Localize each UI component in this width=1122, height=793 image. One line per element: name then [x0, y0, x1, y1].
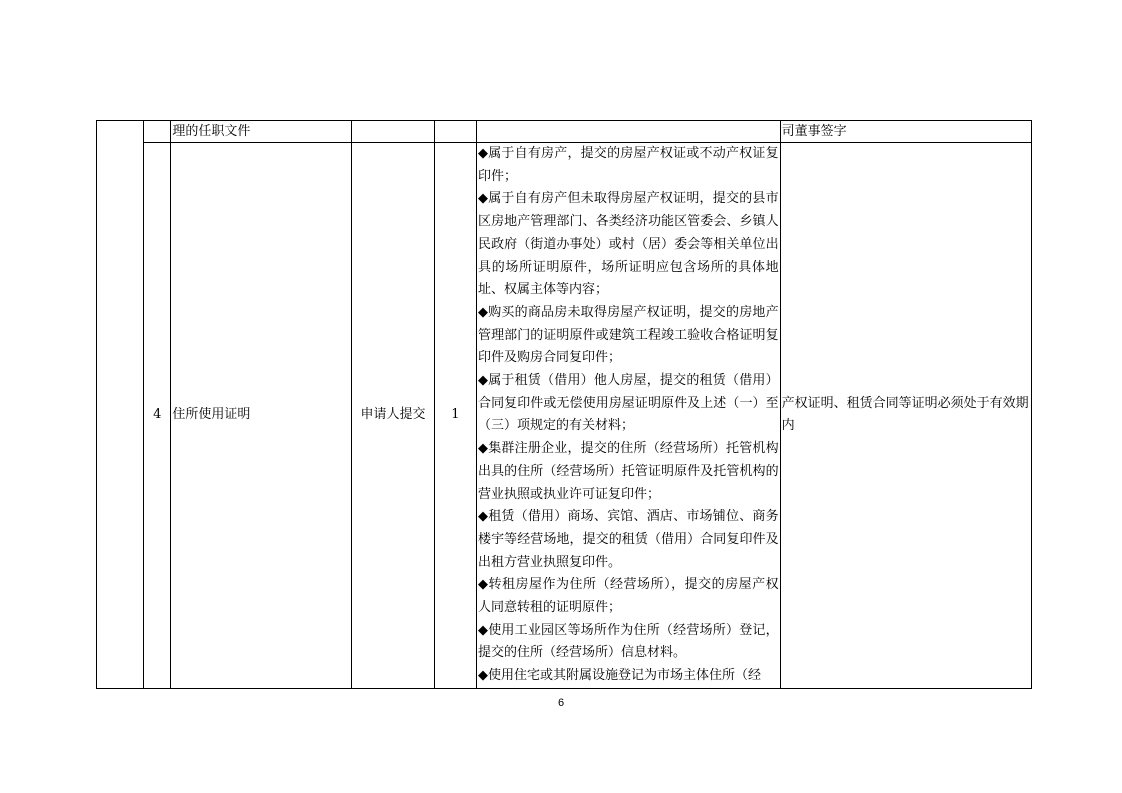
number-cell — [144, 121, 171, 143]
source-cell — [352, 121, 434, 143]
note-text: 产权证明、租赁合同等证明必须处于有效期内 — [781, 396, 1029, 434]
requirement-item: ◆使用工业园区等场所作为住所（经营场所）登记，提交的住所（经营场所）信息材料。 — [478, 622, 779, 661]
quantity-cell — [434, 121, 476, 143]
page-number: 6 — [557, 697, 565, 709]
requirement-cell — [477, 143, 781, 689]
requirement-cell — [477, 121, 781, 143]
note-cell — [780, 143, 1031, 689]
blank-cell — [97, 121, 144, 689]
quantity-cell: 1 — [434, 143, 476, 689]
requirement-item: ◆购买的商品房未取得房屋产权证明，提交的房地产管理部门的证明原件或建筑工程竣工验收合格证明复印件及购房合同复印件； — [478, 304, 779, 366]
requirement-item: ◆使用住宅或其附属设施登记为市场主体住所（经 — [478, 668, 761, 684]
requirement-item: ◆属于租赁（借用）他人房屋，提交的租赁（借用）合同复印件或无偿使用房屋证明原件及上述（一）至（三）项规定的有关材料； — [478, 373, 779, 434]
table-row — [97, 121, 1032, 143]
requirement-item: ◆属于自有房产，提交的房屋产权证或不动产权证复印件； — [478, 146, 779, 184]
materials-table — [96, 120, 1032, 689]
number-cell: 4 — [144, 143, 171, 689]
requirement-item: ◆租赁（借用）商场、宾馆、酒店、市场铺位、商务楼宇等经营场地，提交的租赁（借用）合同复印件及出租方营业执照复印件。 — [478, 509, 779, 570]
table-row — [97, 143, 1032, 689]
note-cell: 司董事签字 — [780, 121, 1031, 143]
requirement-item: ◆属于自有房产但未取得房屋产权证明，提交的县市区房地产管理部门、各类经济功能区管委会、乡镇人民政府（街道办事处）或村（居）委会等相关单位出具的场所证明原件，场所证明应包含场所的具体地址、权属主体等内容； — [478, 191, 779, 298]
requirement-item: ◆转租房屋作为住所（经营场所），提交的房屋产权人同意转租的证明原件； — [478, 577, 779, 616]
requirement-item: ◆集群注册企业，提交的住所（经营场所）托管机构出具的住所（经营场所）托管证明原件及托管机构的营业执照或执业许可证复印件； — [478, 441, 779, 502]
source-cell: 申请人提交 — [352, 143, 434, 689]
name-cell: 理的任职文件 — [171, 121, 352, 143]
name-cell: 住所使用证明 — [171, 143, 352, 689]
